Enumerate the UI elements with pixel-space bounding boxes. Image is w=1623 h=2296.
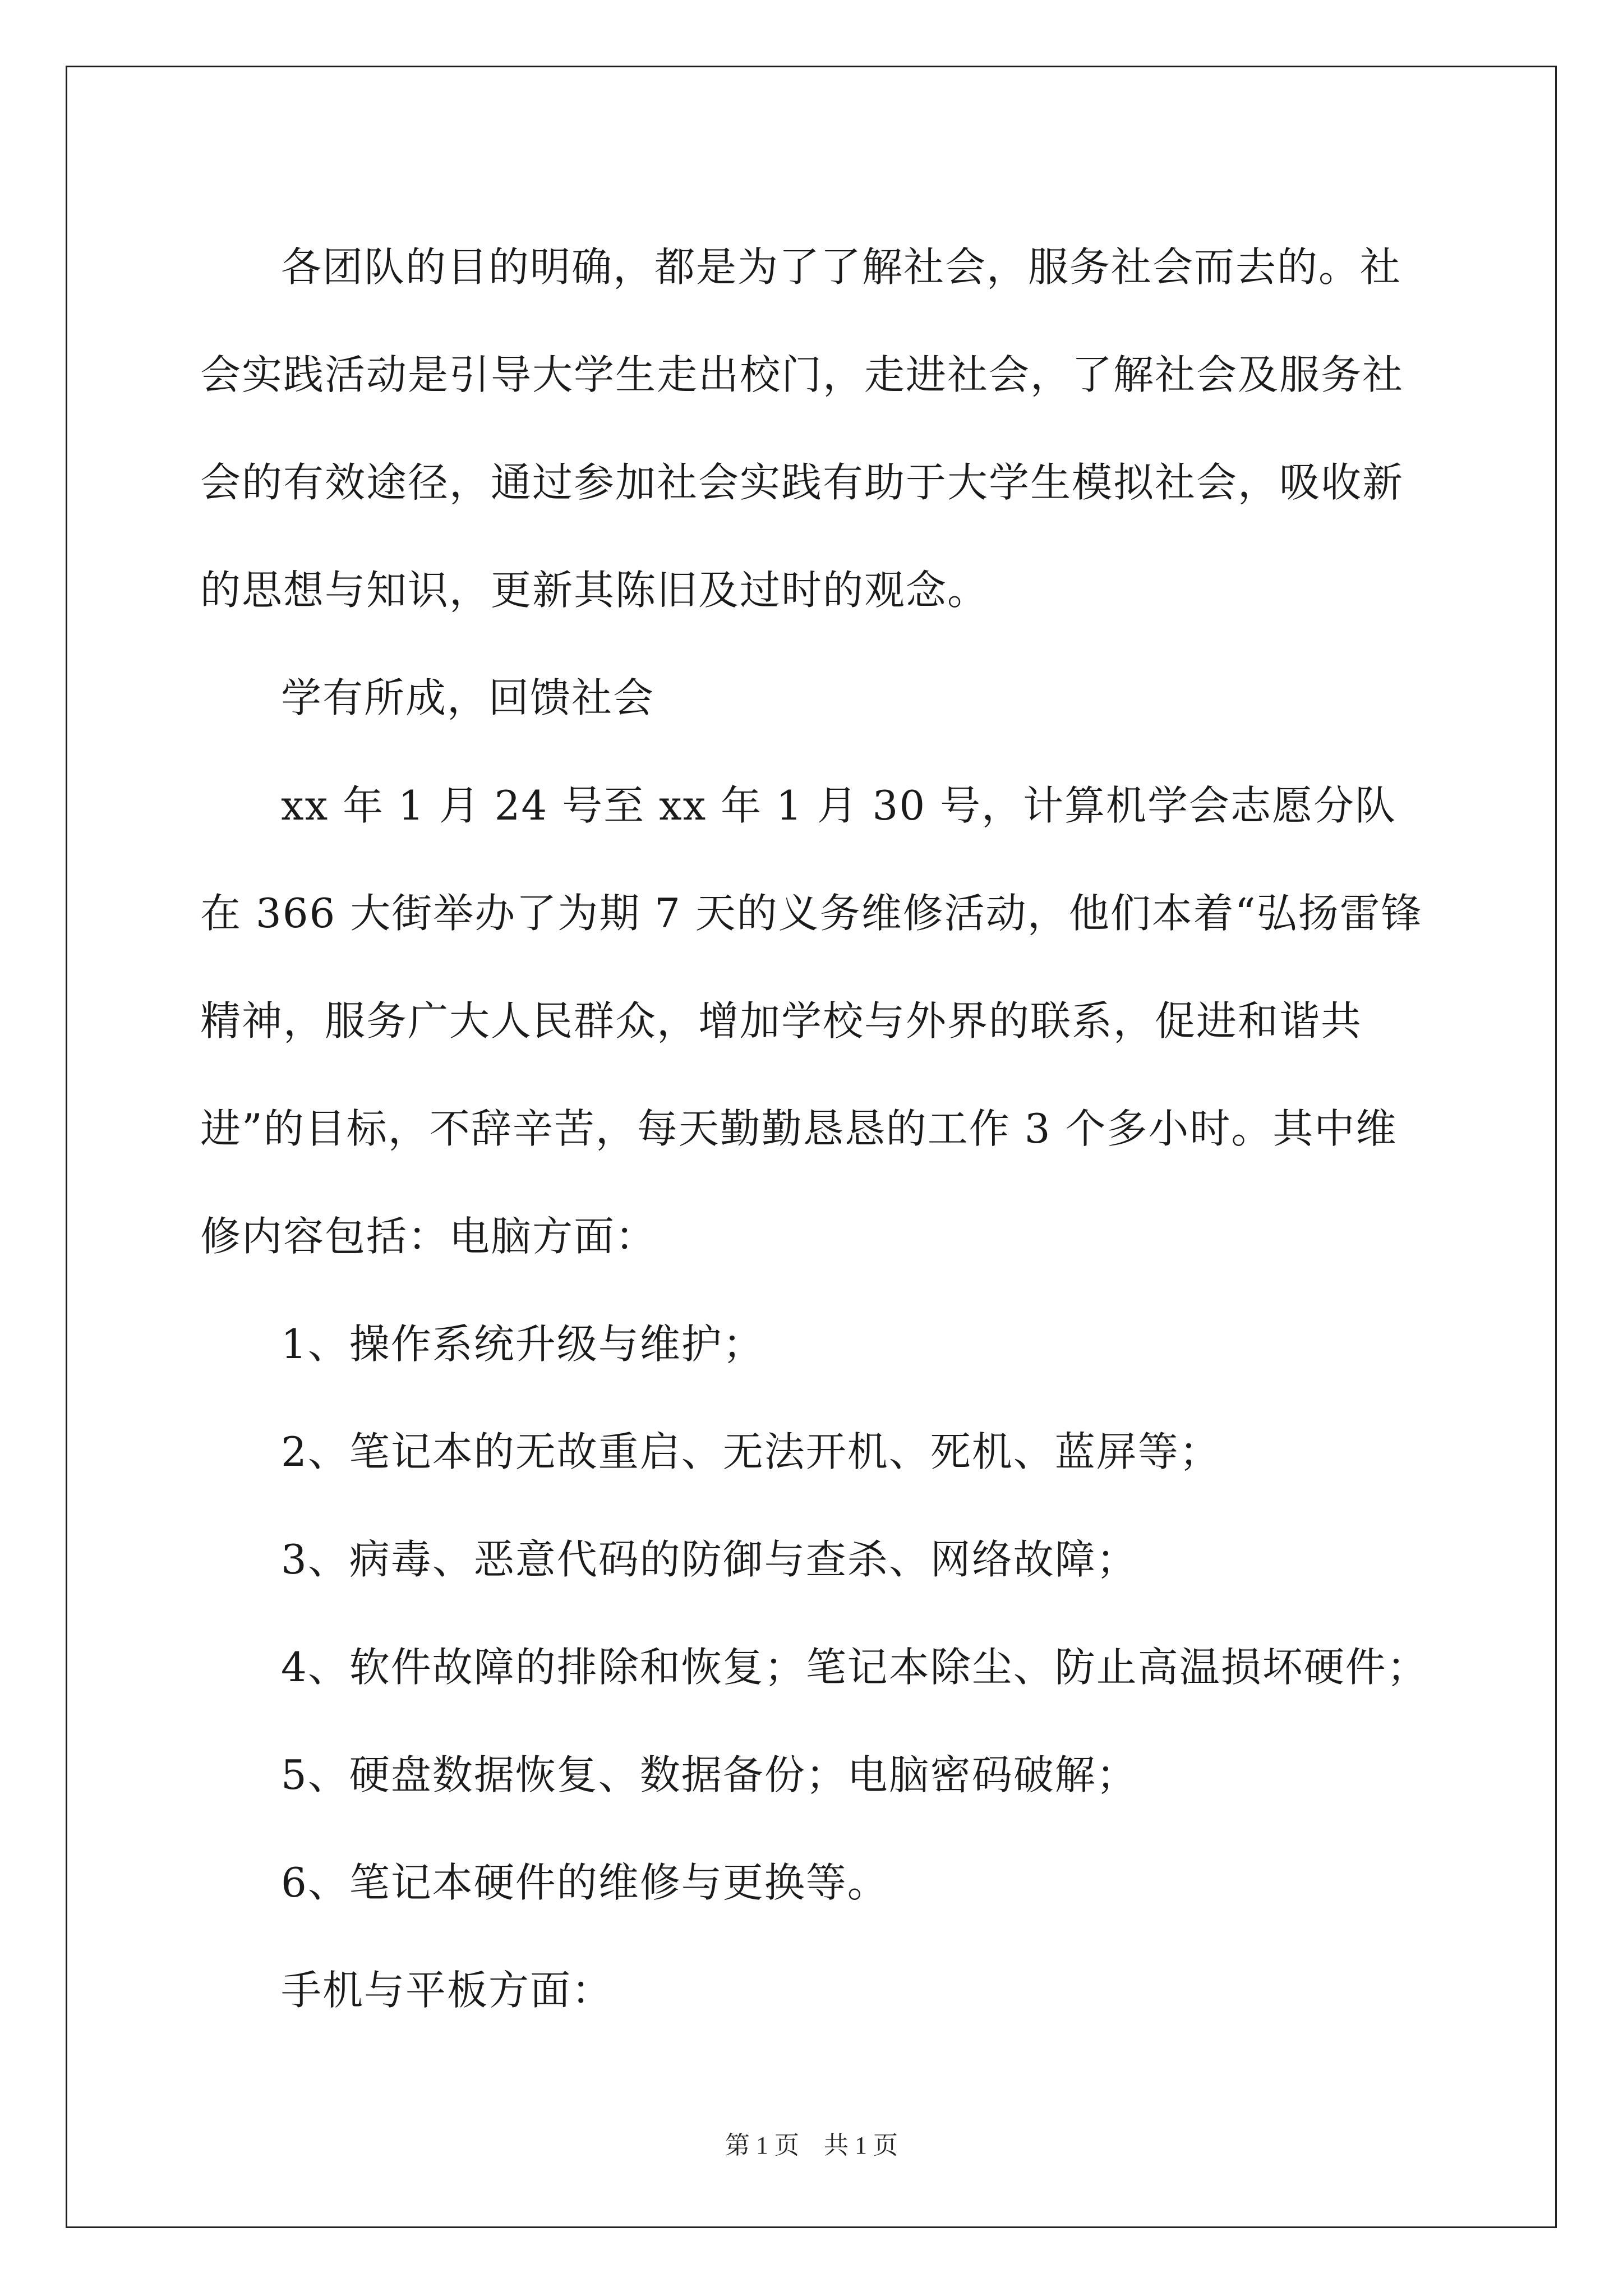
- page-total: 共 1 页: [824, 2132, 898, 2159]
- paragraph-intro: 各团队的目的明确，都是为了了解社会，服务社会而去的。社会实践活动是引导大学生走出校门，走进社会，了解社会及服务社会的有效途径，通过参加社会实践有助于大学生模拟社会，吸收新的思想与知识，更新其陈旧及过时的观念。: [200, 243, 1404, 614]
- subsection-heading: 手机与平板方面：: [281, 1967, 614, 2014]
- page-number: 第 1 页: [725, 2132, 799, 2159]
- list-item: 2、笔记本的无故重启、无法开机、死机、蓝屏等；: [281, 1428, 1221, 1475]
- list-item: 1、操作系统升级与维护；: [281, 1320, 764, 1368]
- section-heading: 学有所成，回馈社会: [281, 674, 655, 721]
- document-body: [200, 213, 1428, 2044]
- list-item: 3、病毒、恶意代码的防御与查杀、网络故障；: [281, 1536, 1138, 1583]
- list-item: 6、笔记本硬件的维修与更换等。: [281, 1859, 889, 1906]
- list-item: 4、软件故障的排除和恢复；笔记本除尘、防止高温损坏硬件；: [281, 1644, 1428, 1691]
- paragraph-activity: xx 年 1 月 24 号至 xx 年 1 月 30 号，计算机学会志愿分队在 366 大街举办了为期 7 天的义务维修活动，他们本着“弘扬雷锋精神，服务广大人民群众，增加学校与外界的联系，促进和谐共进”的目标，不辞辛苦，每天勤勤恳恳的工作 3 个多小时。其中维修内容包括：电脑方面：: [200, 782, 1423, 1260]
- list-item: 5、硬盘数据恢复、数据备份；电脑密码破解；: [281, 1751, 1138, 1798]
- page-footer: [0, 2125, 1623, 2161]
